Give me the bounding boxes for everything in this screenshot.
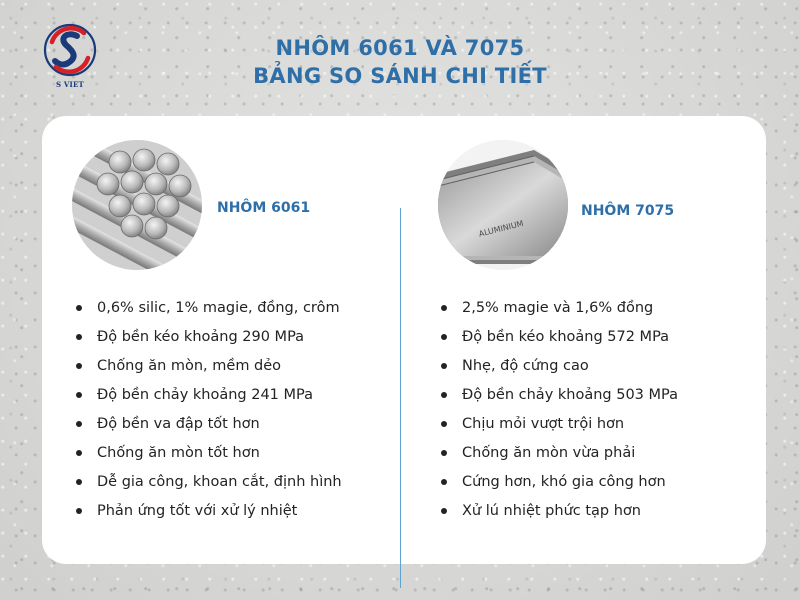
- list-item: Chống ăn mòn tốt hơn: [74, 443, 342, 472]
- list-item: Độ bền chảy khoảng 241 MPa: [74, 385, 342, 414]
- list-item: Cứng hơn, khó gia công hơn: [439, 472, 678, 501]
- list-item: Độ bền kéo khoảng 290 MPa: [74, 327, 342, 356]
- list-item: Xử lú nhiệt phức tạp hơn: [439, 501, 678, 530]
- feature-list-7075: [439, 298, 678, 530]
- list-item: Độ bền kéo khoảng 572 MPa: [439, 327, 678, 356]
- comparison-card: [42, 116, 766, 564]
- logo-text: S VIET: [56, 80, 84, 89]
- product-name-6061: NHÔM 6061: [217, 200, 311, 216]
- list-item: Chống ăn mòn, mềm dẻo: [74, 356, 342, 385]
- list-item: Độ bền chảy khoảng 503 MPa: [439, 385, 678, 414]
- list-item: Nhẹ, độ cứng cao: [439, 356, 678, 385]
- list-item: Dễ gia công, khoan cắt, định hình: [74, 472, 342, 501]
- page-title: NHÔM 6061 VÀ 7075: [275, 36, 525, 60]
- list-item: Độ bền va đập tốt hơn: [74, 414, 342, 443]
- page-subtitle: BẢNG SO SÁNH CHI TIẾT: [253, 64, 547, 88]
- column-divider: [400, 208, 401, 588]
- sheet-stamp-text: ALUMINIUM: [477, 218, 525, 239]
- aluminum-round-bars-image: [72, 140, 202, 270]
- list-item: Chịu mỏi vượt trội hơn: [439, 414, 678, 443]
- list-item: 0,6% silic, 1% magie, đồng, crôm: [74, 298, 342, 327]
- product-name-7075: NHÔM 7075: [581, 203, 675, 219]
- aluminum-sheets-image: [438, 140, 568, 270]
- feature-list-6061: [74, 298, 342, 530]
- list-item: Phản ứng tốt với xử lý nhiệt: [74, 501, 342, 530]
- list-item: Chống ăn mòn vừa phải: [439, 443, 678, 472]
- list-item: 2,5% magie và 1,6% đồng: [439, 298, 678, 327]
